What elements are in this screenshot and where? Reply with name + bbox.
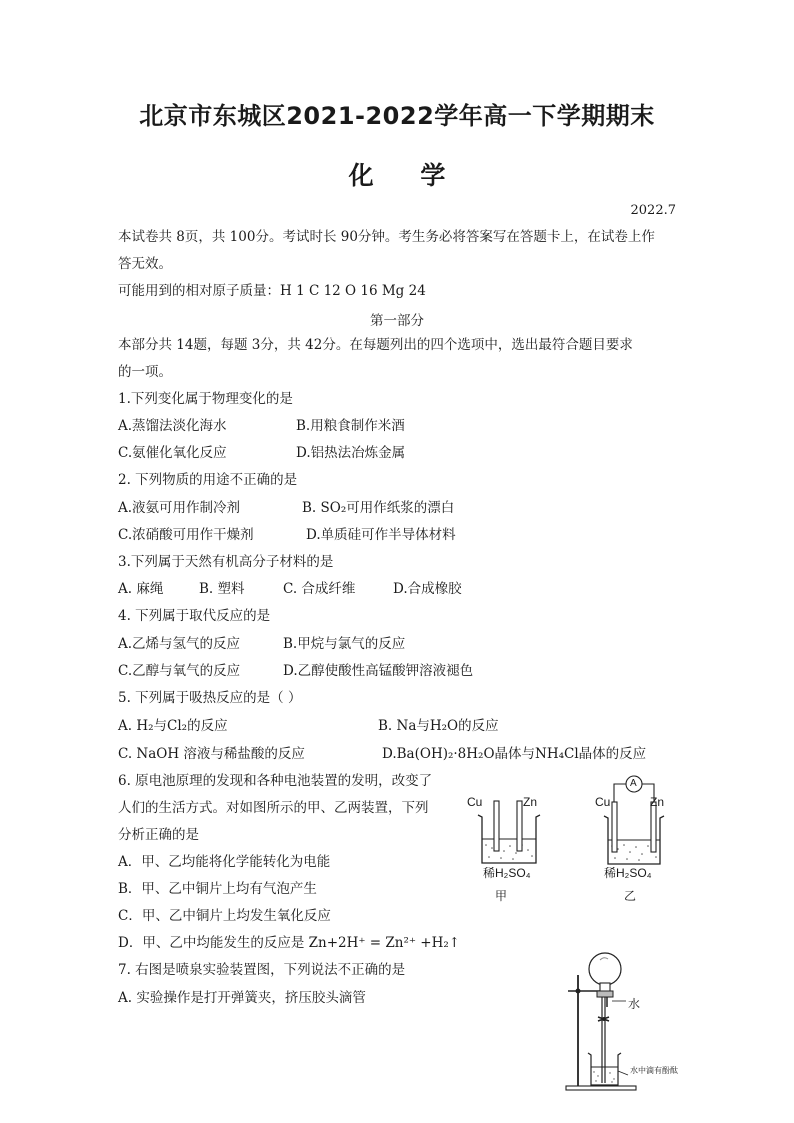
- q2-option-b: B. SO₂可用作纸浆的漂白: [302, 500, 455, 516]
- part-heading: 第一部分: [370, 313, 424, 329]
- q1-option-b: B.用粮食制作米酒: [296, 418, 405, 434]
- q4-option-d: D.乙醇使酸性高锰酸钾溶液褪色: [283, 663, 474, 679]
- figure-label-yi: 乙: [624, 889, 637, 903]
- phenolphthalein-label: 水中滴有酚酞: [630, 1066, 678, 1075]
- q1-option-c: C.氨催化氧化反应: [118, 445, 227, 461]
- q6-stem-1: 6. 原电池原理的发现和各种电池装置的发明，改变了: [118, 773, 433, 789]
- q3-option-a: A. 麻绳: [118, 581, 164, 597]
- q3-option-b: B. 塑料: [199, 581, 245, 597]
- intro-line-1: 本试卷共 8页，共 100分。考试时长 90分钟。考生务必将答案写在答题卡上，在试卷上作: [118, 229, 655, 245]
- q4-option-c: C.乙醇与氧气的反应: [118, 663, 241, 679]
- water-label: 水: [628, 997, 641, 1011]
- intro-line-2: 答无效。: [118, 256, 172, 272]
- q5-option-c: C. NaOH 溶液与稀盐酸的反应: [118, 746, 305, 762]
- q5-option-a: A. H₂与Cl₂的反应: [118, 718, 228, 734]
- q1-option-a: A.蒸馏法淡化海水: [118, 418, 227, 434]
- subject-title: 化 学: [348, 161, 446, 190]
- q2-option-c: C.浓硝酸可用作干燥剂: [118, 527, 254, 543]
- cu-label-yi: Cu: [595, 795, 611, 809]
- q7-option-a: A. 实验操作是打开弹簧夹，挤压胶头滴管: [118, 990, 366, 1006]
- figure-label-jia: 甲: [495, 889, 508, 903]
- q3-option-d: D.合成橡胶: [393, 581, 462, 597]
- exam-date: 2022.7: [630, 203, 676, 218]
- atomic-masses: 可能用到的相对原子质量：H 1 C 12 O 16 Mg 24: [118, 283, 426, 299]
- zn-label-yi: Zn: [650, 795, 665, 809]
- q4-stem: 4. 下列属于取代反应的是: [118, 608, 271, 624]
- q6-option-a: A．甲、乙均能将化学能转化为电能: [118, 854, 331, 870]
- acid-label-jia: 稀H₂SO₄: [483, 866, 531, 880]
- q1-option-d: D.铝热法冶炼金属: [296, 445, 406, 461]
- q2-option-d: D.单质硅可作半导体材料: [306, 527, 456, 543]
- q4-option-b: B.甲烷与氯气的反应: [283, 636, 406, 652]
- acid-label-yi: 稀H₂SO₄: [604, 866, 652, 880]
- zn-label-jia: Zn: [523, 795, 538, 809]
- beaker-yi-drawing: [598, 776, 678, 871]
- q2-option-a: A.液氨可用作制冷剂: [118, 500, 241, 516]
- page-title: 北京市东城区2021-2022学年高一下学期期末: [139, 102, 655, 130]
- ammeter-label: A: [630, 778, 637, 789]
- part-instructions-2: 的一项。: [118, 364, 172, 380]
- cu-label-jia: Cu: [467, 795, 483, 809]
- q6-option-c: C．甲、乙中铜片上均发生氧化反应: [118, 908, 331, 924]
- q4-option-a: A.乙烯与氢气的反应: [118, 636, 241, 652]
- q6-option-d: D．甲、乙中均能发生的反应是 Zn+2H⁺ = Zn²⁺ +H₂↑: [118, 935, 461, 951]
- q7-stem: 7. 右图是喷泉实验装置图，下列说法不正确的是: [118, 962, 406, 978]
- q3-stem: 3.下列属于天然有机高分子材料的是: [118, 554, 334, 570]
- q6-stem-3: 分析正确的是: [118, 827, 199, 843]
- part-instructions-1: 本部分共 14题，每题 3分，共 42分。在每题列出的四个选项中，选出最符合题目要求: [118, 337, 633, 353]
- q1-stem: 1.下列变化属于物理变化的是: [118, 391, 293, 407]
- q5-option-d: D.Ba(OH)₂·8H₂O晶体与NH₄Cl晶体的反应: [382, 746, 647, 762]
- q5-stem: 5. 下列属于吸热反应的是（ ）: [118, 690, 302, 706]
- q6-option-b: B．甲、乙中铜片上均有气泡产生: [118, 881, 317, 897]
- q3-option-c: C. 合成纤维: [283, 581, 356, 597]
- q5-option-b: B. Na与H₂O的反应: [378, 718, 499, 734]
- q6-stem-2: 人们的生活方式。对如图所示的甲、乙两装置，下列: [118, 800, 429, 816]
- q2-stem: 2. 下列物质的用途不正确的是: [118, 472, 298, 488]
